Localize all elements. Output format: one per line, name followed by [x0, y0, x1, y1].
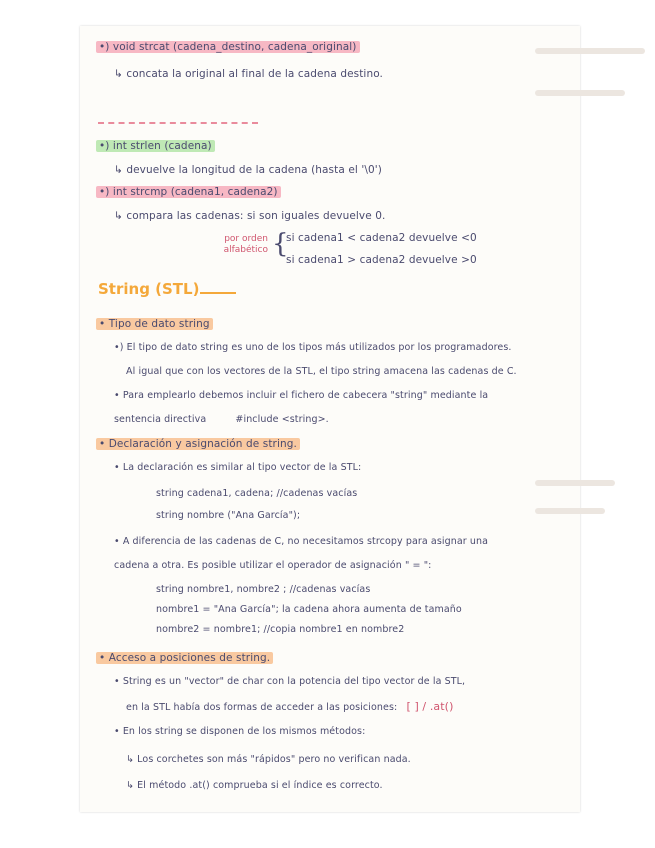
decl-paragraph-3: cadena a otra. Es posible utilizar el operador de asignación " = ":	[114, 560, 432, 571]
bleed-through	[535, 508, 605, 514]
decl-paragraph-2: • A diferencia de las cadenas de C, no necesitamos strcopy para asignar una	[114, 536, 489, 547]
heading-tipo-text: • Tipo de dato string	[96, 318, 213, 330]
decl-code-2: string nombre ("Ana García");	[156, 510, 301, 521]
tipo-sentence-text: sentencia directiva	[114, 414, 207, 425]
bleed-through	[535, 480, 615, 486]
heading-declaracion-text: • Declaración y asignación de string.	[96, 438, 300, 450]
acc-paragraph-5: ↳ El método .at() comprueba si el índice es correcto.	[126, 780, 383, 791]
include-directive: #include <string>.	[235, 414, 329, 425]
strcmp-signature	[96, 186, 281, 198]
cmp-case-greater: si cadena1 > cadena2 devuelve >0	[286, 254, 477, 266]
strcat-line: •) void strcat (cadena_destino, cadena_original)	[96, 41, 360, 53]
acc-paragraph-3: • En los string se disponen de los mismos métodos:	[114, 726, 366, 737]
access-methods: [ ] / .at()	[406, 700, 454, 713]
notebook-page	[80, 26, 580, 812]
brace-symbol: {	[272, 229, 289, 259]
decl-code-5: nombre2 = nombre1; //copia nombre1 en nombre2	[156, 624, 405, 635]
tipo-paragraph-2: Al igual que con los vectores de la STL, el tipo string amacena las cadenas de C.	[126, 366, 517, 377]
decl-code-3: string nombre1, nombre2 ; //cadenas vacías	[156, 584, 371, 595]
strlen-description: ↳ devuelve la longitud de la cadena (hasta el '\0')	[114, 164, 382, 176]
heading-acceso-text: • Acceso a posiciones de string.	[96, 652, 273, 664]
strcat-signature	[96, 41, 360, 53]
cmp-case-less: si cadena1 < cadena2 devuelve <0	[286, 232, 477, 244]
tipo-paragraph-1: •) El tipo de dato string es uno de los tipos más utilizados por los programadores.	[114, 342, 512, 353]
heading-acceso	[96, 652, 273, 664]
bleed-through	[535, 48, 645, 54]
tipo-paragraph-4	[114, 414, 329, 425]
section-title: String (STL)	[98, 280, 200, 298]
strlen-line: •) int strlen (cadena)	[96, 140, 215, 152]
tipo-paragraph-3: • Para emplearlo debemos incluir el fichero de cabecera "string" mediante la	[114, 390, 489, 401]
order-note: por orden alfabético	[223, 234, 268, 255]
section-divider	[98, 122, 258, 126]
strcmp-description: ↳ compara las cadenas: si son iguales devuelve 0.	[114, 210, 386, 222]
strcmp-line: •) int strcmp (cadena1, cadena2)	[96, 186, 281, 198]
acc-paragraph-2	[126, 700, 453, 713]
heading-tipo	[96, 318, 213, 330]
decl-code-1: string cadena1, cadena; //cadenas vacías	[156, 488, 358, 499]
heading-declaracion	[96, 438, 300, 450]
decl-paragraph-1: • La declaración es similar al tipo vector de la STL:	[114, 462, 362, 473]
acc-paragraph-1: • String es un "vector" de char con la potencia del tipo vector de la STL,	[114, 676, 466, 687]
strlen-signature	[96, 140, 215, 152]
strcat-description: ↳ concata la original al final de la cadena destino.	[114, 68, 383, 80]
bleed-through	[535, 90, 625, 96]
acc-paragraph-2-text: en la STL había dos formas de acceder a las posiciones:	[126, 702, 398, 713]
acc-paragraph-4: ↳ Los corchetes son más "rápidos" pero no verifican nada.	[126, 754, 411, 765]
decl-code-4: nombre1 = "Ana García"; la cadena ahora aumenta de tamaño	[156, 604, 462, 615]
title-underline	[200, 292, 236, 294]
